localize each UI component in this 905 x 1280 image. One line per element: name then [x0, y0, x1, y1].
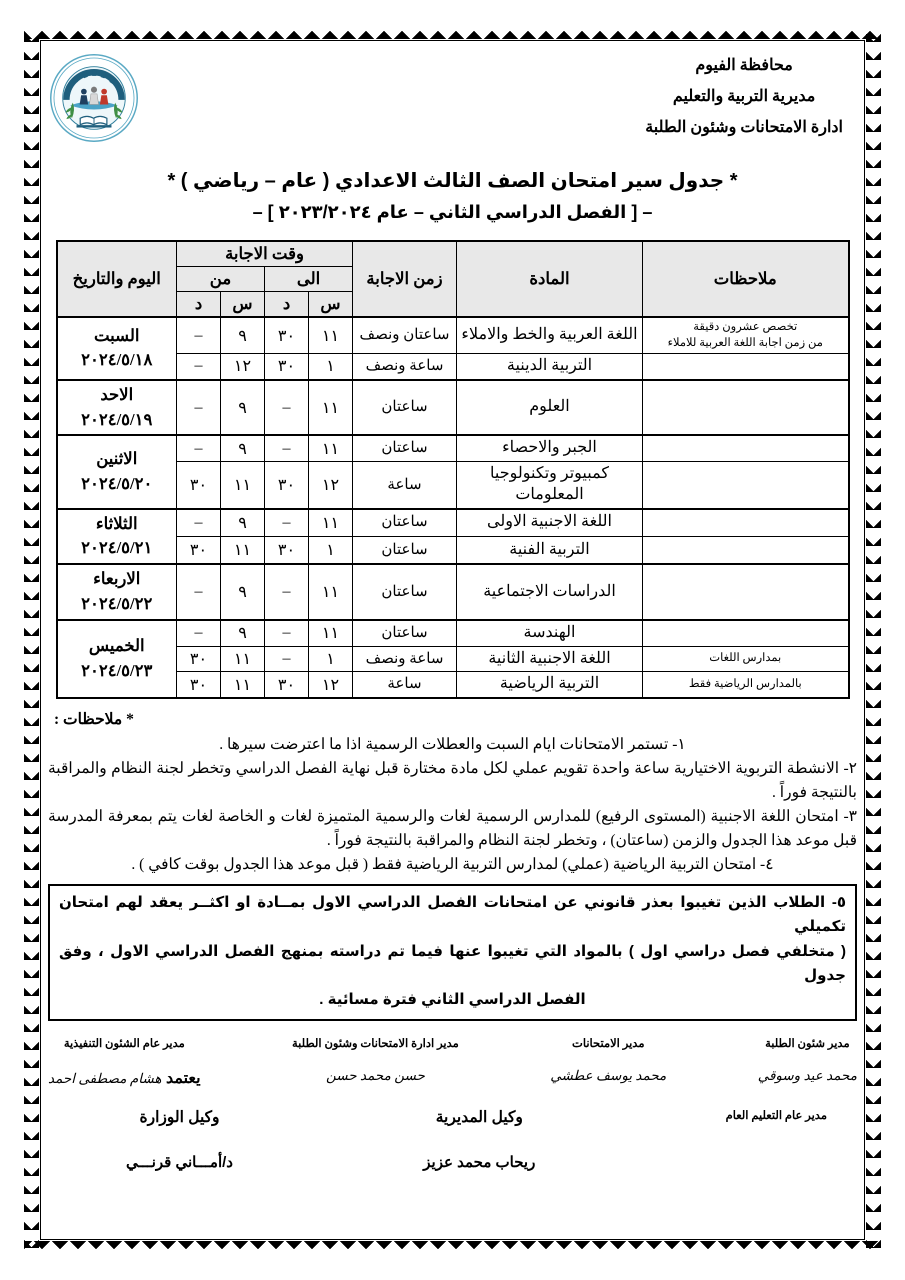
cell-duration: ساعتان	[353, 620, 457, 646]
signature-name: يعتمد هشام مصطفى احمد	[48, 1070, 201, 1088]
table-row	[57, 317, 849, 354]
cell-from-minute: –	[177, 564, 221, 620]
cell-from-minute: ٣٠	[177, 462, 221, 509]
cell-from-hour: ١١	[221, 536, 265, 564]
directorate-line: مديرية التربية والتعليم	[672, 88, 816, 106]
cell-from-hour: ١١	[221, 462, 265, 509]
cell-subject: اللغة الاجنبية الاولى	[457, 509, 643, 537]
cell-to-hour: ١٢	[309, 672, 353, 698]
cell-from-minute: ٣٠	[177, 536, 221, 564]
cell-duration: ساعة ونصف	[353, 354, 457, 380]
cell-day-date	[57, 509, 177, 565]
signature-row-secondary	[48, 1108, 857, 1171]
table-row	[57, 380, 849, 436]
note-5-line-3: الفصل الدراسي الثاني فترة مسائية .	[319, 991, 586, 1009]
approval-label: يعتمد	[161, 1070, 201, 1088]
cell-to-minute: ٣٠	[265, 354, 309, 380]
signature-title: وكيل الوزارة	[139, 1109, 220, 1127]
cell-from-minute: –	[177, 354, 221, 380]
masthead	[48, 44, 857, 162]
cell-notes	[643, 564, 849, 620]
department-line: ادارة الامتحانات وشئون الطلبة	[645, 119, 843, 137]
signature-block	[758, 1036, 857, 1084]
cell-to-hour: ١١	[309, 435, 353, 461]
cell-duration: ساعتان	[353, 509, 457, 537]
ministry-of-education-seal-icon	[48, 52, 140, 144]
page-title: * جدول سير امتحان الصف الثالث الاعدادي ( عام – رياضي ) *	[167, 170, 738, 192]
cell-from-minute: –	[177, 380, 221, 436]
cell-to-hour: ١	[309, 536, 353, 564]
border-zigzag-top	[24, 24, 881, 39]
cell-duration: ساعتان	[353, 435, 457, 461]
signature-block	[292, 1036, 459, 1084]
cell-notes	[643, 462, 849, 509]
cell-to-hour: ١	[309, 354, 353, 380]
cell-to-hour: ١٢	[309, 462, 353, 509]
cell-from-hour: ٩	[221, 620, 265, 646]
cell-to-minute: –	[265, 620, 309, 646]
cell-subject: العلوم	[457, 380, 643, 436]
cell-day-date	[57, 435, 177, 508]
cell-to-minute: –	[265, 435, 309, 461]
signature-block	[423, 1108, 535, 1171]
note-item-2: ٢- الانشطة التربوية الاختيارية ساعة واحدة تقويم عملي لكل مادة مختارة قبل نهاية الفصل الدراسي وتخطر لجنة النظام والمراقبة بالنتيجة فوراً .	[48, 760, 857, 801]
cell-from-minute: –	[177, 509, 221, 537]
cell-subject: التربية الدينية	[457, 354, 643, 380]
cell-from-minute: –	[177, 435, 221, 461]
organization-heading	[585, 50, 843, 144]
cell-to-minute: –	[265, 564, 309, 620]
note-item-4: ٤- امتحان التربية الرياضية (عملي) لمدارس التربية الرياضية فقط ( قبل موعد هذا الجدول بوقت كافي ) .	[131, 856, 774, 874]
cell-subject: الجبر والاحصاء	[457, 435, 643, 461]
cell-duration: ساعة	[353, 672, 457, 698]
cell-from-minute: ٣٠	[177, 672, 221, 698]
cell-subject: التربية الفنية	[457, 536, 643, 564]
cell-day-date	[57, 564, 177, 620]
col-header-duration: زمن الاجابة	[353, 241, 457, 317]
cell-day-date	[57, 620, 177, 698]
signature-block	[126, 1108, 233, 1171]
cell-to-hour: ١١	[309, 317, 353, 354]
cell-duration: ساعة ونصف	[353, 646, 457, 672]
cell-subject: اللغة الاجنبية الثانية	[457, 646, 643, 672]
cell-from-hour: ١١	[221, 646, 265, 672]
cell-subject: الدراسات الاجتماعية	[457, 564, 643, 620]
cell-notes	[643, 380, 849, 436]
cell-to-hour: ١	[309, 646, 353, 672]
col-header-answer-time: وقت الاجابة	[177, 241, 353, 267]
cell-from-hour: ١٢	[221, 354, 265, 380]
signature-section	[48, 1036, 857, 1171]
header-row-top	[57, 241, 849, 267]
cell-to-hour: ١١	[309, 509, 353, 537]
signature-name: ريحاب محمد عزيز	[423, 1154, 536, 1172]
cell-to-minute: –	[265, 646, 309, 672]
cell-to-minute: ٣٠	[265, 462, 309, 509]
border-zigzag-bottom	[24, 1241, 881, 1256]
day-name: الخميس	[88, 636, 145, 656]
table-row	[57, 564, 849, 620]
signature-title: مدير عام التعليم العام	[725, 1110, 827, 1123]
exam-schedule-table	[56, 240, 850, 699]
note-5-line-1: ٥- الطلاب الذين تغيبوا بعذر قانوني عن امتحانات الفصل الدراسي الاول بمــادة او اكثــر يعقد لهم امتحان تكميلي	[59, 893, 846, 936]
cell-from-minute: –	[177, 620, 221, 646]
cell-from-minute: ٣٠	[177, 646, 221, 672]
note-item-3: ٣- امتحان اللغة الاجنبية (المستوى الرفيع) للمدارس الرسمية لغات والرسمية المتميزة لغات و الخاصة لغات يتم بمعرفة المدرسة قبل موعد هذا الجدول والزمن (ساعتان) ، وتخطر لجنة النظام والمراقبة بالنتيجة فوراً .	[48, 808, 857, 849]
cell-from-hour: ٩	[221, 509, 265, 537]
document-body	[48, 44, 857, 1236]
cell-to-minute: –	[265, 380, 309, 436]
col-header-subject: المادة	[457, 241, 643, 317]
col-header-to: الى	[265, 267, 353, 292]
cell-subject: اللغة العربية والخط والاملاء	[457, 317, 643, 354]
table-row	[57, 435, 849, 461]
cell-notes: بمدارس اللغات	[643, 646, 849, 672]
cell-from-hour: ٩	[221, 317, 265, 354]
table-row	[57, 509, 849, 537]
day-date: ٢٠٢٤/٥/٢٣	[81, 660, 153, 680]
cell-to-minute: ٣٠	[265, 672, 309, 698]
signature-name: حسن محمد حسن	[325, 1068, 425, 1084]
cell-to-minute: –	[265, 509, 309, 537]
signature-block	[550, 1036, 666, 1084]
signature-row-primary	[48, 1036, 857, 1088]
note-item-5-box	[48, 884, 857, 1021]
cell-to-minute: ٣٠	[265, 536, 309, 564]
col-header-from-hour: س	[221, 292, 265, 318]
col-header-notes: ملاحظات	[643, 241, 849, 317]
border-zigzag-right	[866, 24, 881, 1256]
cell-duration: ساعتان	[353, 380, 457, 436]
table-row	[57, 620, 849, 646]
signature-name: محمد يوسف عطشي	[550, 1068, 667, 1084]
page-subtitle: – [ الفصل الدراسي الثاني – عام ٢٠٢٣/٢٠٢٤ ] –	[252, 202, 653, 222]
cell-notes	[643, 354, 849, 380]
cell-to-minute: ٣٠	[265, 317, 309, 354]
cell-from-hour: ٩	[221, 564, 265, 620]
signature-name: محمد عيد وسوقي	[757, 1068, 857, 1084]
day-name: الاحد	[100, 384, 134, 404]
cell-subject: الهندسة	[457, 620, 643, 646]
cell-duration: ساعتان	[353, 564, 457, 620]
col-header-from-minute: د	[177, 292, 221, 318]
cell-from-hour: ٩	[221, 380, 265, 436]
day-name: الثلاثاء	[95, 513, 138, 533]
cell-duration: ساعة	[353, 462, 457, 509]
signature-name: د/أمـــاني قرنـــي	[126, 1154, 233, 1172]
col-header-to-hour: س	[309, 292, 353, 318]
cell-to-hour: ١١	[309, 380, 353, 436]
day-name: الاثنين	[96, 449, 138, 469]
cell-day-date	[57, 380, 177, 436]
document-title-block	[48, 168, 857, 223]
cell-from-hour: ٩	[221, 435, 265, 461]
day-date: ٢٠٢٤/٥/١٩	[81, 409, 153, 429]
col-header-from: من	[177, 267, 265, 292]
day-date: ٢٠٢٤/٥/١٨	[81, 350, 153, 370]
cell-subject: التربية الرياضية	[457, 672, 643, 698]
col-header-day-date: اليوم والتاريخ	[57, 241, 177, 317]
cell-notes	[643, 620, 849, 646]
governorate-line: محافظة الفيوم	[695, 57, 793, 74]
cell-from-minute: –	[177, 317, 221, 354]
cell-duration: ساعتان	[353, 536, 457, 564]
col-header-to-minute: د	[265, 292, 309, 318]
signature-block	[48, 1036, 201, 1088]
cell-notes	[643, 509, 849, 537]
signature-title: مدير عام الشئون التنفيذية	[63, 1038, 185, 1051]
signature-block	[726, 1108, 827, 1148]
note-5-line-2: ( متخلفي فصل دراسي اول ) بالمواد التي تغيبوا عنها فيما تم دراسته بمنهج الفصل الدراسي الاول ، وفق جدول	[59, 942, 846, 984]
cell-notes: بالمدارس الرياضية فقط	[643, 672, 849, 698]
notes-heading: * ملاحظات :	[54, 711, 134, 729]
signature-title: مدير الامتحانات	[572, 1038, 645, 1051]
cell-notes	[643, 435, 849, 461]
day-date: ٢٠٢٤/٥/٢٢	[81, 593, 153, 613]
cell-subject: كمبيوتر وتكنولوجيا المعلومات	[457, 462, 643, 509]
notes-section	[48, 708, 857, 1021]
signature-title: وكيل المديرية	[435, 1109, 523, 1127]
signature-title: مدير ادارة الامتحانات وشئون الطلبة	[292, 1038, 459, 1051]
day-date: ٢٠٢٤/٥/٢٠	[81, 474, 153, 494]
note-item-1: ١- تستمر الامتحانات ايام السبت والعطلات الرسمية اذا ما اعترضت سيرها .	[219, 735, 686, 753]
cell-to-hour: ١١	[309, 620, 353, 646]
day-name: الاربعاء	[93, 569, 141, 589]
border-zigzag-left	[24, 24, 39, 1256]
signature-title: مدير شئون الطلبة	[765, 1038, 850, 1051]
day-name: السبت	[93, 325, 140, 345]
cell-duration: ساعتان ونصف	[353, 317, 457, 354]
cell-to-hour: ١١	[309, 564, 353, 620]
cell-day-date	[57, 317, 177, 380]
day-date: ٢٠٢٤/٥/٢١	[81, 538, 153, 558]
table-head	[57, 241, 849, 317]
cell-notes: تخصص عشرون دقيقة من زمن اجابة اللغة العربية للاملاء	[643, 317, 849, 354]
table-body	[57, 317, 849, 698]
cell-from-hour: ١١	[221, 672, 265, 698]
cell-notes	[643, 536, 849, 564]
